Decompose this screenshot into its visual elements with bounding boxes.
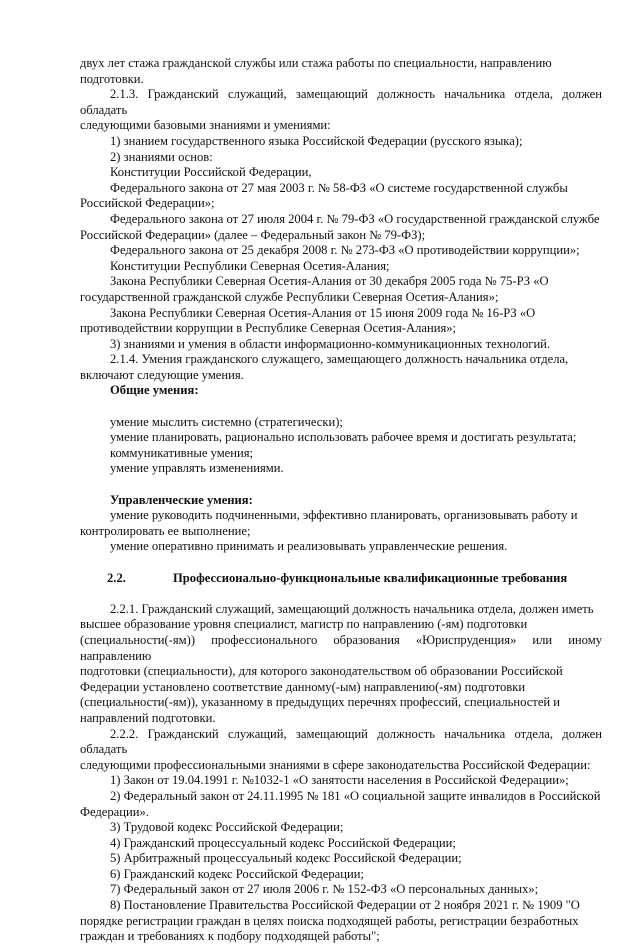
text-line: граждан и требованиях к подбору подходящей работы"; [80,929,380,944]
text-line: Федерации». [80,804,149,819]
list-item: 3) знаниями и умения в области информационно-коммуникационных технологий. [110,336,551,351]
text-line: государственной гражданской службе Республики Северная Осетия-Алания»; [80,289,499,304]
text-line: подготовки (специальности), для которого законодательством об образовании Российской [80,664,563,679]
list-item: 3) Трудовой кодекс Российской Федерации; [110,820,344,835]
list-item: 5) Арбитражный процессуальный кодекс Российской Федерации; [110,851,462,866]
document-body [80,56,602,945]
text-line: Российской Федерации» (далее – Федеральный закон № 79-ФЗ); [80,227,426,242]
text-line: подготовки. [80,71,144,86]
clause-2-1-4: 2.1.4. Умения гражданского служащего, замещающего должность начальника отдела, [110,352,569,367]
list-item: 8) Постановление Правительства Российской Федерации от 2 ноября 2021 г. № 1909 "О [110,898,580,913]
list-item: 4) Гражданский процессуальный кодекс Российской Федерации; [110,835,456,850]
list-item: Федерального закона от 27 мая 2003 г. № 58-ФЗ «О системе государственной службы [110,180,568,195]
spacer [80,477,602,493]
general-skills-title: Общие умения: [110,383,199,398]
clause-2-2-2: 2.2.2. Гражданский служащий, замещающий должность начальника отдела, должен обладать [80,726,602,757]
list-item: Конституции Российской Федерации, [110,165,312,180]
list-item: коммуникативные умения; [110,445,254,460]
clause-2-1-3: 2.1.3. Гражданский служащий, замещающий должность начальника отдела, должен обладать [80,87,602,117]
clause-2-2-1: 2.2.1. Гражданский служащий, замещающий должность начальника отдела, должен иметь [110,601,594,616]
spacer [80,555,602,571]
list-item: умение управлять изменениями. [110,461,284,476]
spacer [80,399,602,415]
section-title: Профессионально-функциональные квалификационные требования [173,570,568,585]
text-line: (специальности(-ям)), указанному в предыдущих перечнях профессий, специальностей и [80,695,561,710]
list-item: умение руководить подчиненными, эффективно планировать, организовывать работу и [110,508,578,523]
list-item: 6) Гражданский кодекс Российской Федерации; [110,866,364,881]
text-line: противодействии коррупции в Республике Северная Осетия-Алания»; [80,321,457,336]
text-line: двух лет стажа гражданской службы или стажа работы по специальности, направлению [80,56,552,70]
text-line: следующими профессиональными знаниями в сфере законодательства Российской Федерации: [80,757,591,772]
text-line: направлений подготовки. [80,710,216,725]
list-item: 7) Федеральный закон от 27 июля 2006 г. № 152-ФЗ «О персональных данных»; [110,882,539,897]
text-line: порядке регистрации граждан в целях поиска подходящей работы, регистрации безработных [80,913,579,928]
spacer [80,586,602,602]
list-item: 1) Закон от 19.04.1991 г. №1032-1 «О занятости населения в Российской Федерации»; [110,773,569,788]
list-item: Конституции Республики Северная Осетия-Алания; [110,258,390,273]
list-item: Закона Республики Северная Осетия-Алания от 15 июня 2009 года № 16-РЗ «О [110,305,536,320]
section-heading-2-2 [80,571,602,587]
text-line: Федерации установлено соответствие данному(-ым) направлению(-ям) подготовки [80,679,526,694]
list-item: Закона Республики Северная Осетия-Алания от 30 декабря 2005 года № 75-РЗ «О [110,274,549,289]
list-item: умение мыслить системно (стратегически); [110,414,343,429]
text-line: следующими базовыми знаниями и умениями: [80,118,331,133]
text-line: включают следующие умения. [80,367,244,382]
management-skills-title: Управленческие умения: [110,492,253,507]
section-number: 2.2. [107,570,126,585]
list-item: 2) знаниями основ: [110,149,213,164]
text-line: контролировать ее выполнение; [80,523,251,538]
text-line: высшее образование уровня специалист, магистр по направлению (-ям) подготовки [80,617,528,632]
text-line: Российской Федерации»; [80,196,215,211]
text-line: (специальности(-ям)) профессионального образования «Юриспруденция» или иному направлению [80,632,602,663]
list-item: 1) знанием государственного языка Российской Федерации (русского языка); [110,133,523,148]
list-item: умение планировать, рационально использовать рабочее время и достигать результата; [110,430,577,445]
list-item: Федерального закона от 27 июля 2004 г. № 79-ФЗ «О государственной гражданской службе [110,211,600,226]
list-item: 2) Федеральный закон от 24.11.1995 № 181 «О социальной защите инвалидов в Российской [110,788,601,803]
list-item: Федерального закона от 25 декабря 2008 г. № 273-ФЗ «О противодействии коррупции»; [110,243,580,258]
list-item: умение оперативно принимать и реализовывать управленческие решения. [110,539,508,554]
